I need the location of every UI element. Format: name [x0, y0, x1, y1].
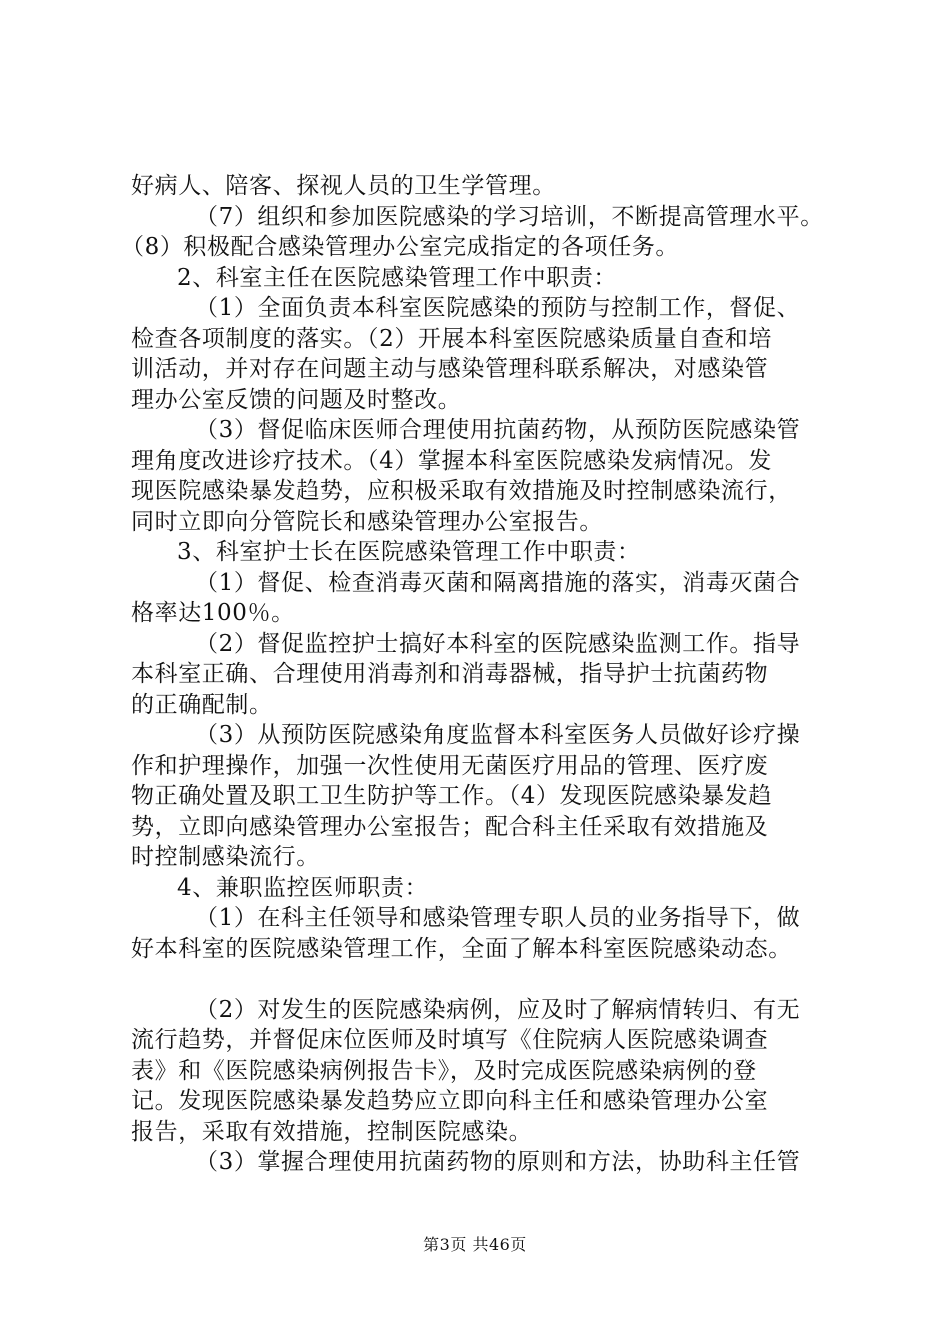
paragraph-line: （3）从预防医院感染角度监督本科室医务人员做好诊疗操: [195, 722, 801, 748]
paragraph-line: （3）掌握合理使用抗菌药物的原则和方法，协助科主任管: [195, 1149, 801, 1175]
paragraph-line: 势，立即向感染管理办公室报告；配合科主任采取有效措施及: [131, 813, 769, 840]
paragraph-line: （1）在科主任领导和感染管理专职人员的业务指导下，做: [195, 905, 801, 931]
paragraph-line: （2）对发生的医院感染病例，应及时了解病情转归、有无: [195, 996, 801, 1023]
paragraph-line: （2）督促监控护士搞好本科室的医院感染监测工作。指导: [195, 630, 801, 657]
section-heading: 3、科室护士长在医院感染管理工作中职责：: [177, 539, 641, 565]
paragraph-line: 作和护理操作，加强一次性使用无菌医疗用品的管理、医疗废: [131, 752, 769, 779]
paragraph-line: 表》和《医院感染病例报告卡》，及时完成医院感染病例的登: [131, 1057, 757, 1084]
paragraph-line: 理办公室反馈的问题及时整改。: [131, 386, 462, 413]
section-heading: 4、兼职监控医师职责：: [177, 874, 429, 901]
page-number-footer: 第3页 共46页: [423, 1235, 527, 1254]
paragraph-line: 物正确处置及职工卫生防护等工作。（4）发现医院感染暴发趋: [131, 783, 772, 809]
paragraph-line: 本科室正确、合理使用消毒剂和消毒器械，指导护士抗菌药物: [131, 661, 769, 687]
paragraph-line: 时控制感染流行。: [131, 844, 320, 870]
paragraph-line: （1）全面负责本科室医院感染的预防与控制工作，督促、: [195, 295, 801, 321]
paragraph-line: 报告，采取有效措施，控制医院感染。: [131, 1118, 533, 1145]
paragraph-line: 好病人、陪客、探视人员的卫生学管理。: [131, 173, 556, 199]
paragraph-line: （3）督促临床医师合理使用抗菌药物，从预防医院感染管: [195, 417, 801, 443]
paragraph-line: 现医院感染暴发趋势，应积极采取有效措施及时控制感染流行，: [131, 478, 792, 504]
paragraph-line: 理角度改进诊疗技术。（4）掌握本科室医院感染发病情况。发: [131, 447, 772, 474]
paragraph-line: （8）积极配合感染管理办公室完成指定的各项任务。: [121, 234, 680, 260]
paragraph-line: 好本科室的医院感染管理工作，全面了解本科室医院感染动态。: [131, 935, 792, 962]
paragraph-line: 检查各项制度的落实。（2）开展本科室医院感染质量自查和培: [131, 325, 772, 352]
paragraph-line: 格率达100％。: [131, 600, 295, 626]
paragraph-spacer: [131, 964, 831, 995]
paragraph-line: 记。发现医院感染暴发趋势应立即向科主任和感染管理办公室: [131, 1088, 769, 1114]
paragraph-line: （7）组织和参加医院感染的学习培训，不断提高管理水平。: [195, 203, 824, 230]
paragraph-line: 流行趋势，并督促床位医师及时填写《住院病人医院感染调查: [131, 1027, 769, 1053]
paragraph-line: 同时立即向分管院长和感染管理办公室报告。: [131, 508, 603, 535]
paragraph-line: 训活动，并对存在问题主动与感染管理科联系解决，对感染管: [131, 356, 769, 382]
section-heading: 2、科室主任在医院感染管理工作中职责：: [177, 264, 618, 291]
document-body: [121, 171, 831, 1178]
paragraph-line: （1）督促、检查消毒灭菌和隔离措施的落实，消毒灭菌合: [195, 569, 801, 596]
paragraph-line: 的正确配制。: [131, 691, 273, 718]
